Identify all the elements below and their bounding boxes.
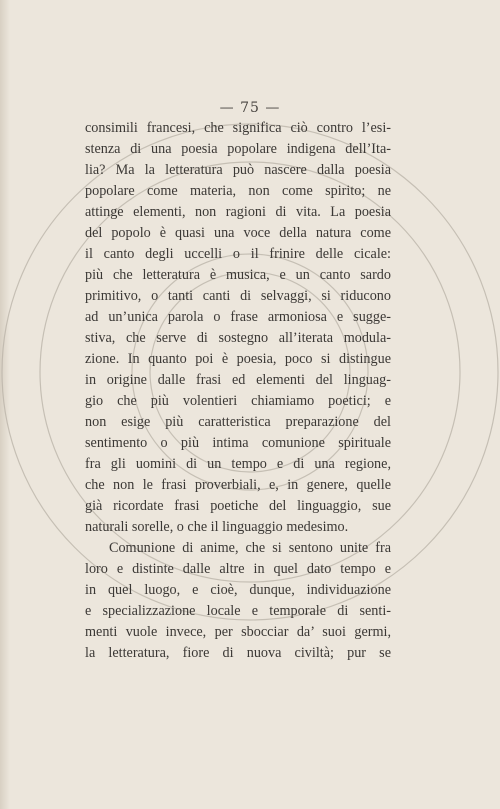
text-line: il canto degli uccelli o il frinire delle cicale: <box>85 246 391 262</box>
text-line: loro e distinte dalle altre in quel dato tempo e <box>85 561 391 577</box>
text-line: menti vuole invece, per sbocciar da’ suoi germi, <box>85 624 391 640</box>
text-line: popolare come materia, non come spirito; ne <box>85 183 391 199</box>
page-edge-shadow <box>0 0 10 809</box>
body-text <box>85 118 391 664</box>
text-line: già ricordate frasi poetiche del linguaggio, sue <box>85 498 391 514</box>
text-line: zione. In quanto poi è poesia, poco si distingue <box>85 351 391 367</box>
text-line: stenza di una poesia popolare indigena dell’Ita- <box>85 141 391 157</box>
page-number: — 75 — <box>219 100 281 116</box>
text-line: più che letteratura è musica, e un canto sardo <box>85 267 391 283</box>
text-line: ad un’unica parola o frase armoniosa e sugge- <box>85 309 391 325</box>
text-line: che non le frasi proverbiali, e, in genere, quelle <box>85 477 391 493</box>
text-line: sentimento o più intima comunione spirituale <box>85 435 391 451</box>
text-line: la letteratura, fiore di nuova civiltà; pur se <box>85 645 391 661</box>
text-line: in origine dalle frasi ed elementi del linguag- <box>85 372 391 388</box>
text-line: lia? Ma la letteratura può nascere dalla poesia <box>85 162 391 178</box>
text-line: primitivo, o tanti canti di selvaggi, si riducono <box>85 288 391 304</box>
text-line: del popolo è quasi una voce della natura come <box>85 225 391 241</box>
text-line: Comunione di anime, che si sentono unite fra <box>109 540 391 556</box>
text-line: gio che più volentieri chiamiamo poetici; e <box>85 393 391 409</box>
text-line: stiva, che serve di sostegno all’iterata modula- <box>85 330 391 346</box>
text-line: fra gli uomini di un tempo e di una regione, <box>85 456 391 472</box>
text-line: consimili francesi, che significa ciò contro l’esi- <box>85 120 391 136</box>
text-line: e specializzazione locale e temporale di senti- <box>85 603 391 619</box>
text-line: in quel luogo, e cioè, dunque, individuazione <box>85 582 391 598</box>
text-line: non esige più caratteristica preparazione del <box>85 414 391 430</box>
text-line: attinge elementi, non ragioni di vita. La poesia <box>85 204 391 220</box>
text-line: naturali sorelle, o che il linguaggio medesimo. <box>85 519 349 535</box>
